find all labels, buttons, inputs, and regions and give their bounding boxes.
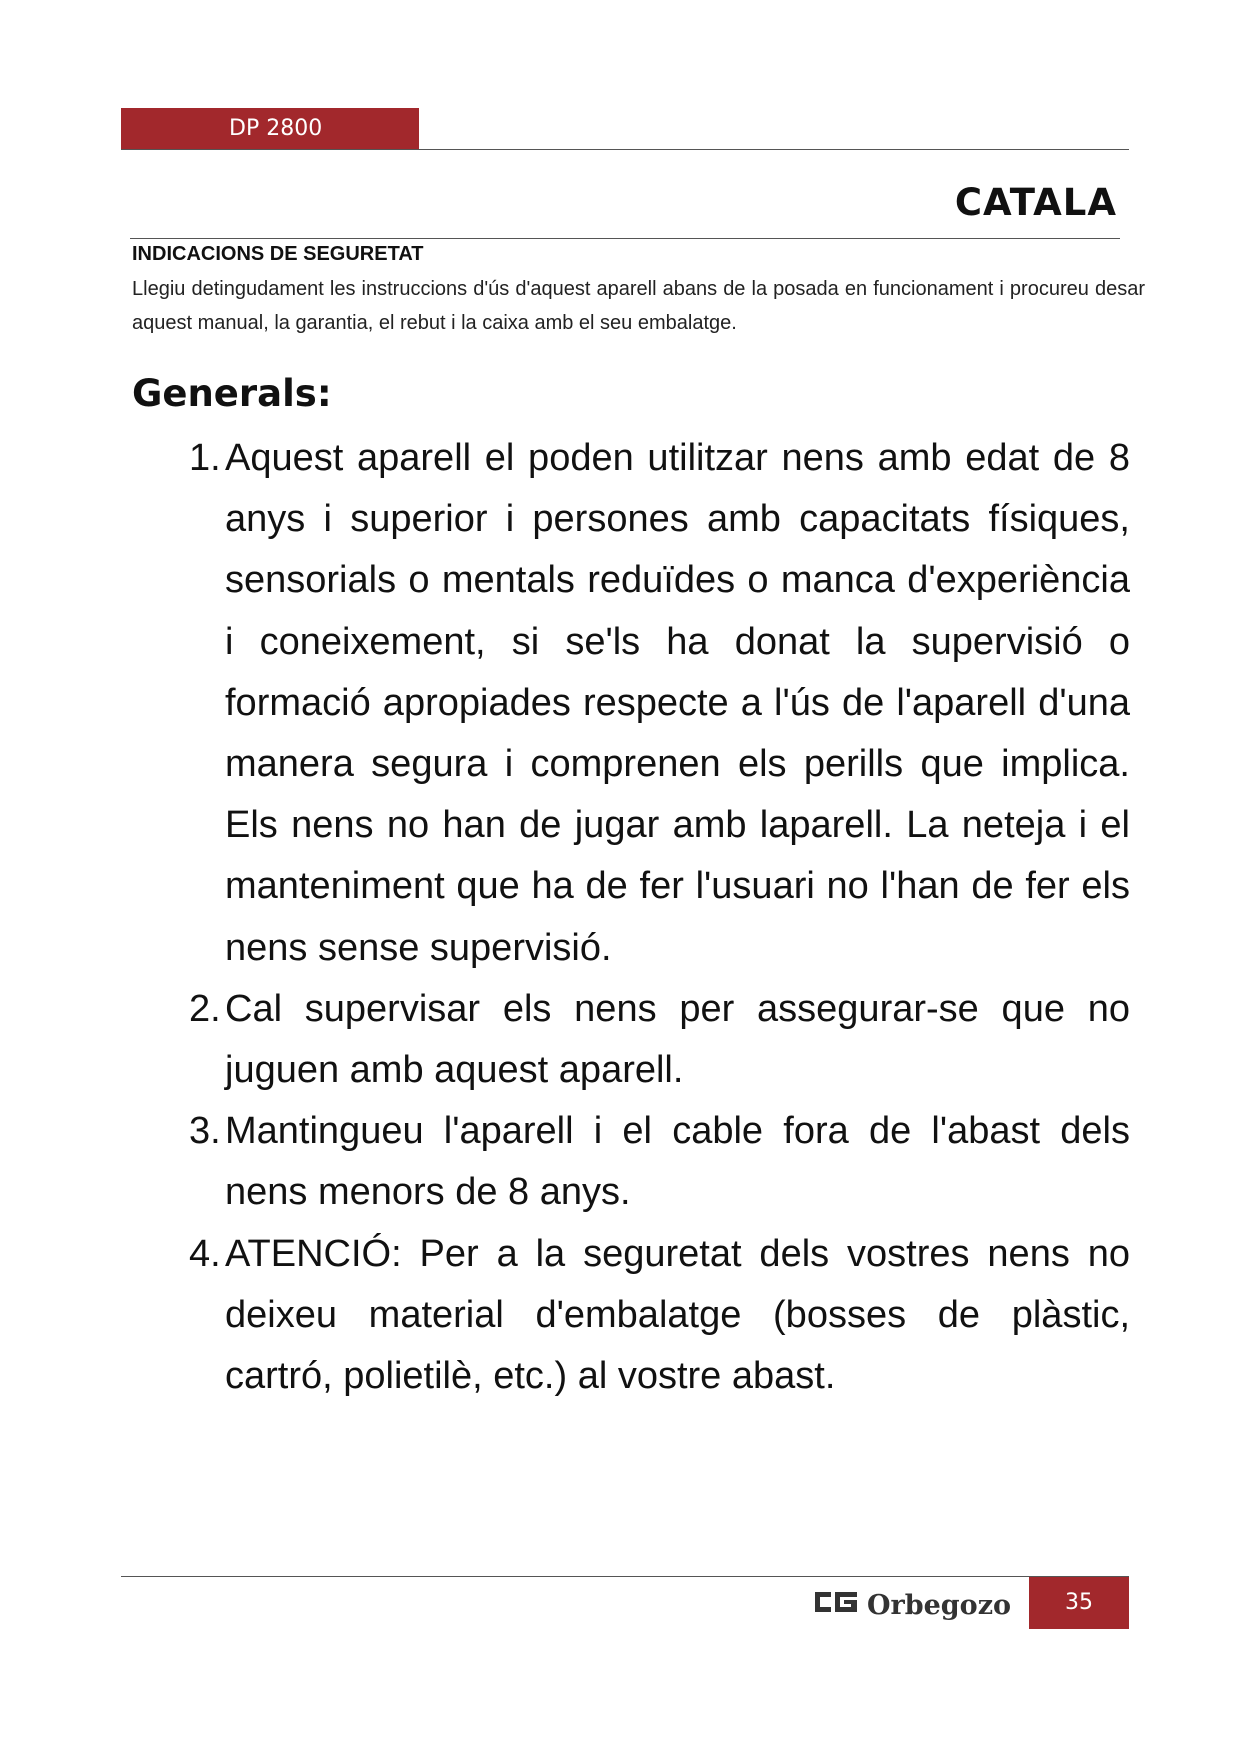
generals-heading: Generals: [132,372,332,415]
item-text: Aquest aparell el poden utilitzar nens amb edat de 8 anys i superior i persones amb capacitats físiques, sensorials o mentals reduïdes o manca d'experiència i coneixement, si se'ls ha donat la supervisió o formació apropiades respecte a l'ús de l'aparell d'una manera segura i comprenen els perills que implica. Els nens no han de jugar amb laparell. La neteja i el manteniment que ha de fer l'usuari no l'han de fer els nens sense supervisió. [225,437,1130,969]
item-text: Mantingueu l'aparell i el cable fora de l'abast dels nens menors de 8 anys. [225,1110,1130,1214]
page-number-box [1029,1577,1129,1629]
language-divider [130,238,1120,239]
safety-intro: Llegiu detingudament les instruccions d'ús d'aquest aparell abans de la posada en funcionament i procureu desar aquest manual, la garantia, el rebut i la caixa amb el seu embalatge. [132,278,1145,334]
model-tab [121,108,419,150]
item-number: 4. [189,1232,221,1275]
model-name: DP 2800 [229,116,323,141]
header-divider [121,149,1129,150]
footer-divider [121,1576,1129,1577]
item-number: 2. [189,987,221,1030]
page-number: 35 [1065,1590,1093,1615]
item-text: Cal supervisar els nens per assegurar-se que no juguen amb aquest aparell. [225,987,1130,1092]
item-number: 3. [189,1110,221,1153]
language-title: CATALA [954,181,1117,224]
list-item [189,428,1130,979]
item-number: 1. [189,437,221,479]
safety-heading: INDICACIONS DE SEGURETAT [132,243,424,265]
brand-logo [815,1584,1015,1620]
generals-list [189,428,1130,1407]
brand-name: Orbegozo [867,1590,1012,1620]
list-item [189,979,1130,1101]
list-item [189,1101,1130,1223]
list-item [189,1224,1130,1408]
item-text: ATENCIÓ: Per a la seguretat dels vostres nens no deixeu material d'embalatge (bosses de plàstic, cartró, polietilè, etc.) al vostre abast. [225,1232,1130,1398]
